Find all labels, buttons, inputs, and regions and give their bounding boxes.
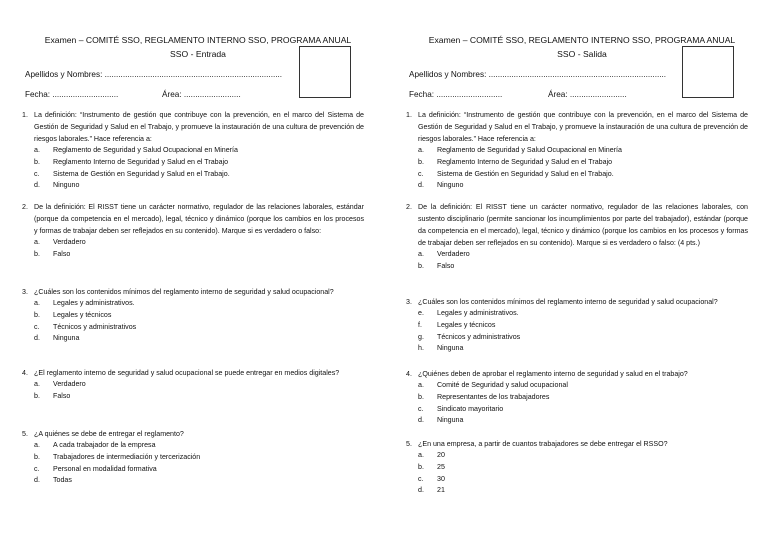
question-text: ¿Cuáles son los contenidos mínimos del reglamento interno de seguridad y salud ocupacional? (34, 288, 334, 296)
option[interactable]: d. Ninguna (418, 416, 464, 425)
exam-salida-column (406, 0, 758, 543)
option[interactable]: c. 30 (418, 474, 445, 483)
option[interactable]: a. Verdadero (34, 238, 86, 246)
area-field[interactable]: Área: ......................... (162, 90, 241, 99)
question-4 (406, 368, 748, 427)
title-line-1: Examen – COMITÉ SSO, REGLAMENTO INTERNO SSO, PROGRAMA ANUAL (44, 35, 352, 45)
question-3 (406, 296, 748, 355)
question-number: 5. (406, 440, 412, 448)
option[interactable]: c. Personal en modalidad formativa (34, 464, 157, 473)
question-text: ¿En una empresa, a partir de cuantos trabajadores se debe entregar el RSSO? (418, 440, 668, 448)
name-field[interactable]: Apellidos y Nombres: .............................................................................. (409, 70, 667, 79)
option[interactable]: e. Legales y administrativos. (418, 309, 519, 317)
question-number: 1. (406, 111, 412, 119)
option[interactable]: a. 20 (418, 451, 445, 459)
option[interactable]: c. Sistema de Gestión en Seguridad y Salud en el Trabajo. (418, 169, 614, 178)
question-number: 4. (22, 369, 28, 377)
question-number: 5. (22, 430, 28, 438)
option[interactable]: b. Falso (418, 261, 455, 270)
title-line-1: Examen – COMITÉ SSO, REGLAMENTO INTERNO SSO, PROGRAMA ANUAL (428, 35, 736, 45)
option[interactable]: c. Sindicato mayoritario (418, 404, 504, 413)
question-number: 3. (22, 288, 28, 296)
option[interactable]: a. Comité de Seguridad y salud ocupacional (418, 381, 568, 389)
question-2 (406, 201, 748, 273)
option[interactable]: d. Ninguno (34, 181, 80, 190)
option[interactable]: a. Reglamento de Seguridad y Salud Ocupacional en Minería (34, 146, 238, 154)
option[interactable]: f. Legales y técnicos (418, 320, 496, 329)
question-text: ¿Cuáles son los contenidos mínimos del reglamento interno de seguridad y salud ocupacional? (418, 298, 718, 306)
name-field[interactable]: Apellidos y Nombres: .............................................................................. (25, 70, 283, 79)
question-number: 1. (22, 111, 28, 119)
question-3 (22, 286, 364, 345)
score-box (682, 46, 734, 98)
question-4 (22, 367, 364, 403)
area-field[interactable]: Área: ......................... (548, 90, 627, 99)
title-line-2: SSO - Entrada (170, 49, 226, 59)
question-5 (406, 438, 748, 497)
option[interactable]: b. Reglamento Interno de Seguridad y Salud en el Trabajo (418, 157, 613, 166)
option[interactable]: c. Sistema de Gestión en Seguridad y Salud en el Trabajo. (34, 169, 230, 178)
option[interactable]: a. Verdadero (418, 250, 470, 258)
question-text: La definición: “Instrumento de gestión que contribuye con la prevención, en el marco del Sistema de Gestión de Seguridad y Salud en el Trabajo, y promueve la instauración de una cultura de prevención de riesgos laborales.” Hace referencia a: (418, 111, 748, 143)
question-text: La definición: “Instrumento de gestión que contribuye con la prevención, en el marco del Sistema de Gestión de Seguridad y Salud en el Trabajo, y promueve la instauración de una cultura de prevención de riesgos laborales.” Hace referencia a: (34, 111, 364, 143)
option[interactable]: d. 21 (418, 486, 445, 495)
question-text: De la definición: El RISST tiene un carácter normativo, regulador de las relaciones laborales, estándar (porque da competencia en el mercado), legal, técnico y dinámico (porque los cambios en los procesos y formas de trabajar deben ser reflejados en su contenido). Marque si es verdadero o falso: (34, 203, 364, 235)
option[interactable]: b. Falso (34, 249, 71, 258)
question-number: 3. (406, 298, 412, 306)
option[interactable]: b. Trabajadores de intermediación y tercerización (34, 452, 201, 461)
option[interactable]: a. Reglamento de Seguridad y Salud Ocupacional en Minería (418, 146, 622, 154)
question-1 (406, 109, 748, 192)
question-2 (22, 201, 364, 261)
question-number: 2. (22, 203, 28, 211)
option[interactable]: b. Legales y técnicos (34, 310, 112, 319)
question-number: 2. (406, 203, 412, 211)
option[interactable]: d. Ninguno (418, 181, 464, 190)
title-line-2: SSO - Salida (557, 49, 607, 59)
question-text: De la definición: El RISST tiene un carácter normativo, regulador de las relaciones laborales, con sustento disciplinario (permite sancionar los incumplimientos por parte del trabajador), estándar (porque da competencia en el mercado), legal, técnico y dinámico (porque los cambios en los procesos y formas de trabajar deben ser reflejados en su contenido). Marque si es verdadero o falso: (4 pts.) (418, 203, 748, 247)
option[interactable]: a. Legales y administrativos. (34, 299, 135, 307)
date-field[interactable]: Fecha: ............................. (25, 90, 119, 99)
option[interactable]: a. A cada trabajador de la empresa (34, 441, 156, 449)
question-text: ¿El reglamento interno de seguridad y salud ocupacional se puede entregar en medios digitales? (34, 369, 340, 377)
question-5 (22, 428, 364, 487)
question-text: ¿Quiénes deben de aprobar el reglamento interno de seguridad y salud en el trabajo? (418, 370, 688, 378)
score-box (299, 46, 351, 98)
option[interactable]: b. 25 (418, 462, 445, 471)
option[interactable]: b. Representantes de los trabajadores (418, 392, 550, 401)
exam-entrada-column (22, 0, 374, 543)
question-1 (22, 109, 364, 192)
option[interactable]: g. Técnicos y administrativos (418, 332, 521, 341)
question-number: 4. (406, 370, 412, 378)
option[interactable]: a. Verdadero (34, 380, 86, 388)
option[interactable]: b. Falso (34, 391, 71, 400)
question-text: ¿A quiénes se debe de entregar el reglamento? (34, 430, 184, 438)
option[interactable]: c. Técnicos y administrativos (34, 322, 137, 331)
option[interactable]: b. Reglamento Interno de Seguridad y Salud en el Trabajo (34, 157, 229, 166)
date-field[interactable]: Fecha: ............................. (409, 90, 503, 99)
option[interactable]: d. Todas (34, 476, 72, 485)
option[interactable]: h. Ninguna (418, 344, 464, 353)
option[interactable]: d. Ninguna (34, 334, 80, 343)
